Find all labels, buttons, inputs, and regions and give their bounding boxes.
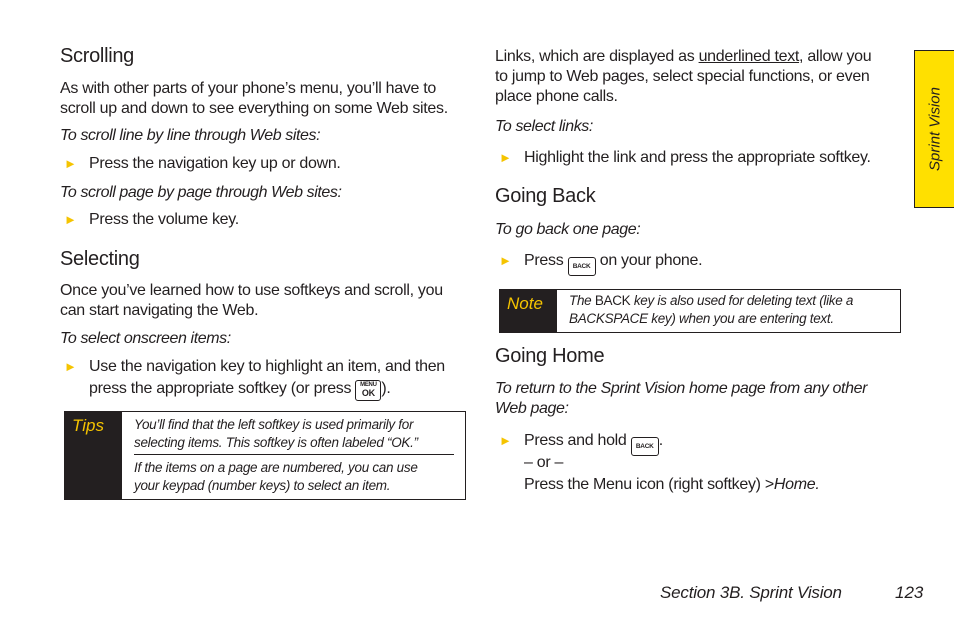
bullet-text-part: Press (524, 252, 564, 269)
bullet-text: Press the navigation key up or down. (89, 155, 341, 172)
tip-line: If the items on a page are numbered, you can use (134, 460, 418, 475)
bullet-arrow-icon: ► (499, 253, 512, 268)
bullet-text (524, 474, 820, 496)
bullet-text-part: Press and hold (524, 432, 627, 449)
heading-going-back: Going Back (495, 185, 596, 207)
bullet-text-part: ). (381, 380, 391, 397)
bullet-text-part: . (658, 432, 663, 449)
bullet-item (64, 356, 469, 402)
bullet-text: Press the volume key. (89, 211, 239, 228)
go-home-label-line: Web page: (495, 400, 569, 417)
underlined-text-example: underlined text (698, 48, 800, 65)
bullet-arrow-icon: ► (64, 156, 77, 171)
tips-divider (134, 454, 454, 455)
tips-label: Tips (65, 412, 122, 499)
tip-line: You’ll find that the left softkey is used primarily for (134, 417, 414, 432)
bullet-text: Highlight the link and press the appropriate softkey. (524, 149, 871, 166)
bullet-arrow-icon: ► (499, 150, 512, 165)
tip-line: your keypad (number keys) to select an item. (134, 478, 391, 493)
heading-selecting: Selecting (60, 248, 140, 270)
note-text-part: key is also used for deleting text (like a (633, 293, 854, 308)
bullet-item (499, 430, 904, 500)
bullet-text (524, 250, 702, 276)
note-line: BACKSPACE key) when you are entering text. (569, 311, 834, 326)
go-back-label: To go back one page: (495, 221, 641, 238)
menu-ok-key-icon (355, 380, 381, 401)
links-intro (495, 47, 900, 107)
heading-scrolling: Scrolling (60, 45, 134, 67)
bullet-arrow-icon: ► (64, 212, 77, 227)
page-number: 123 (895, 583, 924, 602)
go-home-label (495, 379, 905, 419)
scrolling-intro (60, 79, 448, 119)
bullet-text (89, 378, 391, 401)
bullet-arrow-icon: ► (499, 433, 512, 448)
tip-2 (134, 459, 418, 495)
home-menu-item-text: Home. (773, 476, 820, 493)
selecting-intro-line: Once you’ve learned how to use softkeys and scroll, you (60, 282, 443, 299)
links-text: , allow you (799, 48, 872, 65)
scroll-page-label: To scroll page by page through Web sites: (60, 184, 342, 201)
back-key-icon: BACK (568, 257, 596, 276)
bullet-text-part: Press the Menu icon (right softkey) > (524, 476, 774, 493)
links-text: Links, which are displayed as (495, 48, 695, 65)
scrolling-intro-line: As with other parts of your phone’s menu, you’ll have to (60, 80, 437, 97)
bullet-text-part: press the appropriate softkey (or press (89, 380, 352, 397)
select-links-label: To select links: (495, 118, 593, 135)
note-label: Note (500, 290, 557, 332)
links-intro-line (495, 47, 900, 67)
tip-1 (134, 416, 418, 452)
bullet-text: Use the navigation key to highlight an item, and then (89, 358, 445, 375)
note-line (569, 292, 853, 310)
tip-line: selecting items. This softkey is often labeled “OK.” (134, 435, 418, 450)
links-intro-line: to jump to Web pages, select special functions, or even (495, 68, 870, 85)
back-key-icon: BACK (631, 437, 659, 456)
note-text-part: The (569, 293, 592, 308)
go-home-label-line: To return to the Sprint Vision home page from any other (495, 380, 868, 397)
scroll-line-label: To scroll line by line through Web sites: (60, 127, 321, 144)
bullet-arrow-icon: ► (64, 359, 77, 374)
heading-going-home: Going Home (495, 345, 605, 367)
tips-box (64, 411, 466, 500)
or-separator: – or – (524, 454, 564, 471)
menu-key-label: MENU (360, 382, 377, 388)
select-items-label: To select onscreen items: (60, 330, 231, 347)
selecting-intro (60, 281, 443, 321)
note-box (499, 289, 901, 333)
links-intro-line: place phone calls. (495, 88, 618, 105)
note-back-key-text: BACK (594, 293, 631, 308)
footer-section: Section 3B. Sprint Vision (660, 583, 842, 602)
scrolling-intro-line: scroll up and down to see everything on some Web sites. (60, 100, 448, 117)
bullet-text-part: on your phone. (599, 252, 703, 269)
section-side-tab (914, 50, 954, 208)
note-text (569, 292, 853, 328)
ok-key-label: OK (361, 388, 375, 398)
side-tab-label: Sprint Vision (926, 87, 943, 171)
selecting-intro-line: can start navigating the Web. (60, 302, 259, 319)
